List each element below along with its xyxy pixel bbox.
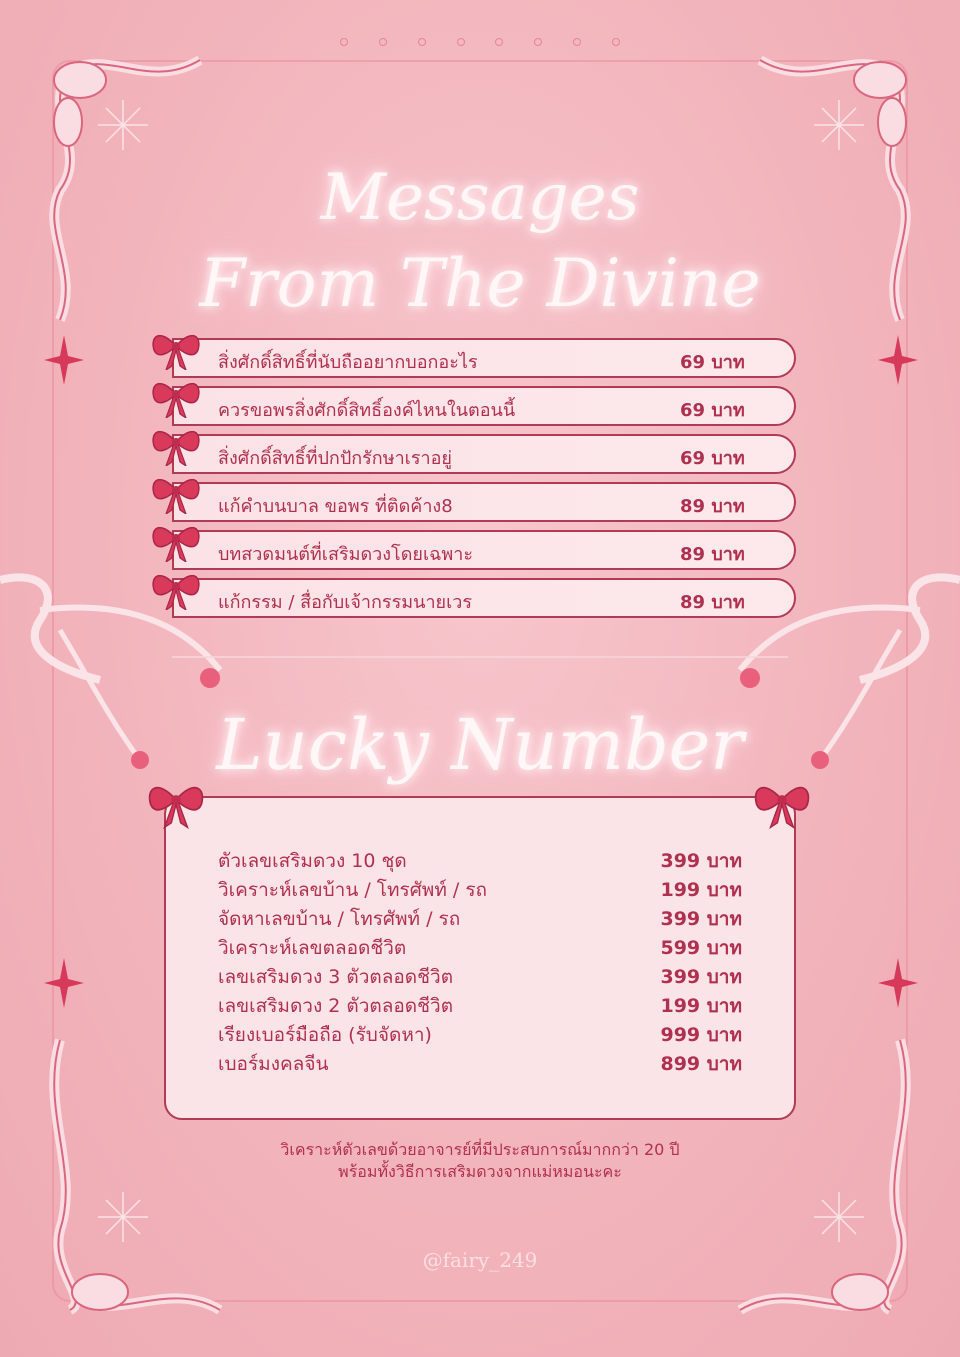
lucky-item-price: 399 บาท: [660, 908, 742, 930]
menu-item-label: สิ่งศักดิ์สิทธิ์ที่ปกปักรักษาเราอยู่: [218, 448, 452, 469]
starburst-icon: [814, 100, 864, 150]
bow-icon: [150, 518, 202, 562]
menu-item-price: 69 บาท: [680, 352, 745, 373]
starburst-icon: [98, 1192, 148, 1242]
lucky-item: [218, 1020, 748, 1048]
menu-item: [172, 482, 796, 522]
lucky-number-title: Lucky Number: [216, 704, 744, 786]
bow-icon: [150, 374, 202, 418]
menu-item: [172, 578, 796, 618]
lucky-item: [218, 875, 748, 903]
lucky-item-label: วิเคราะห์เลขตลอดชีวิต: [218, 937, 407, 959]
menu-item: [172, 434, 796, 474]
menu-item-label: แก้คำบนบาล ขอพร ที่ติดค้าง8: [218, 496, 453, 517]
lucky-item-label: เรียงเบอร์มือถือ (รับจัดหา): [218, 1024, 432, 1046]
lucky-item-price: 599 บาท: [660, 937, 742, 959]
starburst-icon: [814, 1192, 864, 1242]
title-line-1: Messages: [320, 161, 640, 235]
lucky-item-label: เลขเสริมดวง 3 ตัวตลอดชีวิต: [218, 966, 454, 988]
lucky-item: [218, 846, 748, 874]
lucky-item-label: เบอร์มงคลจีน: [218, 1053, 329, 1075]
lucky-item-label: จัดหาเลขบ้าน / โทรศัพท์ / รถ: [218, 908, 461, 930]
lucky-item: [218, 933, 748, 961]
lucky-item: [218, 904, 748, 932]
lucky-item-label: ตัวเลขเสริมดวง 10 ชุด: [218, 850, 407, 872]
menu-item-price: 89 บาท: [680, 544, 745, 565]
sparkle-icon: [878, 335, 918, 385]
starburst-icon: [98, 100, 148, 150]
lucky-item: [218, 991, 748, 1019]
bow-icon: [150, 326, 202, 370]
menu-item-label: สิ่งศักดิ์สิทธิ์ที่นับถืออยากบอกอะไร: [218, 352, 478, 373]
bow-icon: [150, 566, 202, 610]
menu-item: [172, 530, 796, 570]
lucky-item-price: 999 บาท: [660, 1024, 742, 1046]
dot-row: [340, 38, 620, 46]
bow-icon: [150, 422, 202, 466]
lucky-item-label: เลขเสริมดวง 2 ตัวตลอดชีวิต: [218, 995, 454, 1017]
sparkle-icon: [878, 958, 918, 1008]
lucky-item: [218, 962, 748, 990]
bow-icon: [150, 470, 202, 514]
footer-note-line-1: วิเคราะห์ตัวเลขด้วยอาจารย์ที่มีประสบการณ์มากกว่า 20 ปี: [280, 1140, 680, 1159]
menu-item-price: 69 บาท: [680, 400, 745, 421]
menu-item-label: บทสวดมนต์ที่เสริมดวงโดยเฉพาะ: [218, 544, 474, 565]
menu-item-price: 69 บาท: [680, 448, 745, 469]
lucky-item-price: 199 บาท: [660, 879, 742, 901]
lucky-item: [218, 1049, 748, 1077]
lucky-item-price: 199 บาท: [660, 995, 742, 1017]
bow-icon: [752, 772, 812, 832]
title-line-2: From The Divine: [199, 245, 761, 322]
lucky-item-price: 399 บาท: [660, 850, 742, 872]
menu-item-price: 89 บาท: [680, 496, 745, 517]
sparkle-icon: [44, 958, 84, 1008]
footer-note-line-2: พร้อมทั้งวิธีการเสริมดวงจากแม่หมอนะคะ: [338, 1162, 622, 1181]
menu-item: [172, 386, 796, 426]
lucky-item-label: วิเคราะห์เลขบ้าน / โทรศัพท์ / รถ: [218, 879, 488, 901]
social-handle: @fairy_249: [422, 1248, 538, 1272]
menu-item: [172, 338, 796, 378]
menu-item-label: แก้กรรม / สื่อกับเจ้ากรรมนายเวร: [218, 592, 473, 613]
sparkle-icon: [44, 335, 84, 385]
lucky-item-price: 399 บาท: [660, 966, 742, 988]
menu-item-price: 89 บาท: [680, 592, 745, 613]
section-divider: [172, 656, 788, 658]
bow-icon: [146, 772, 206, 832]
lucky-item-price: 899 บาท: [660, 1053, 742, 1075]
menu-item-label: ควรขอพรสิ่งศักดิ์สิทธิ์องค์ไหนในตอนนี้: [218, 400, 516, 421]
